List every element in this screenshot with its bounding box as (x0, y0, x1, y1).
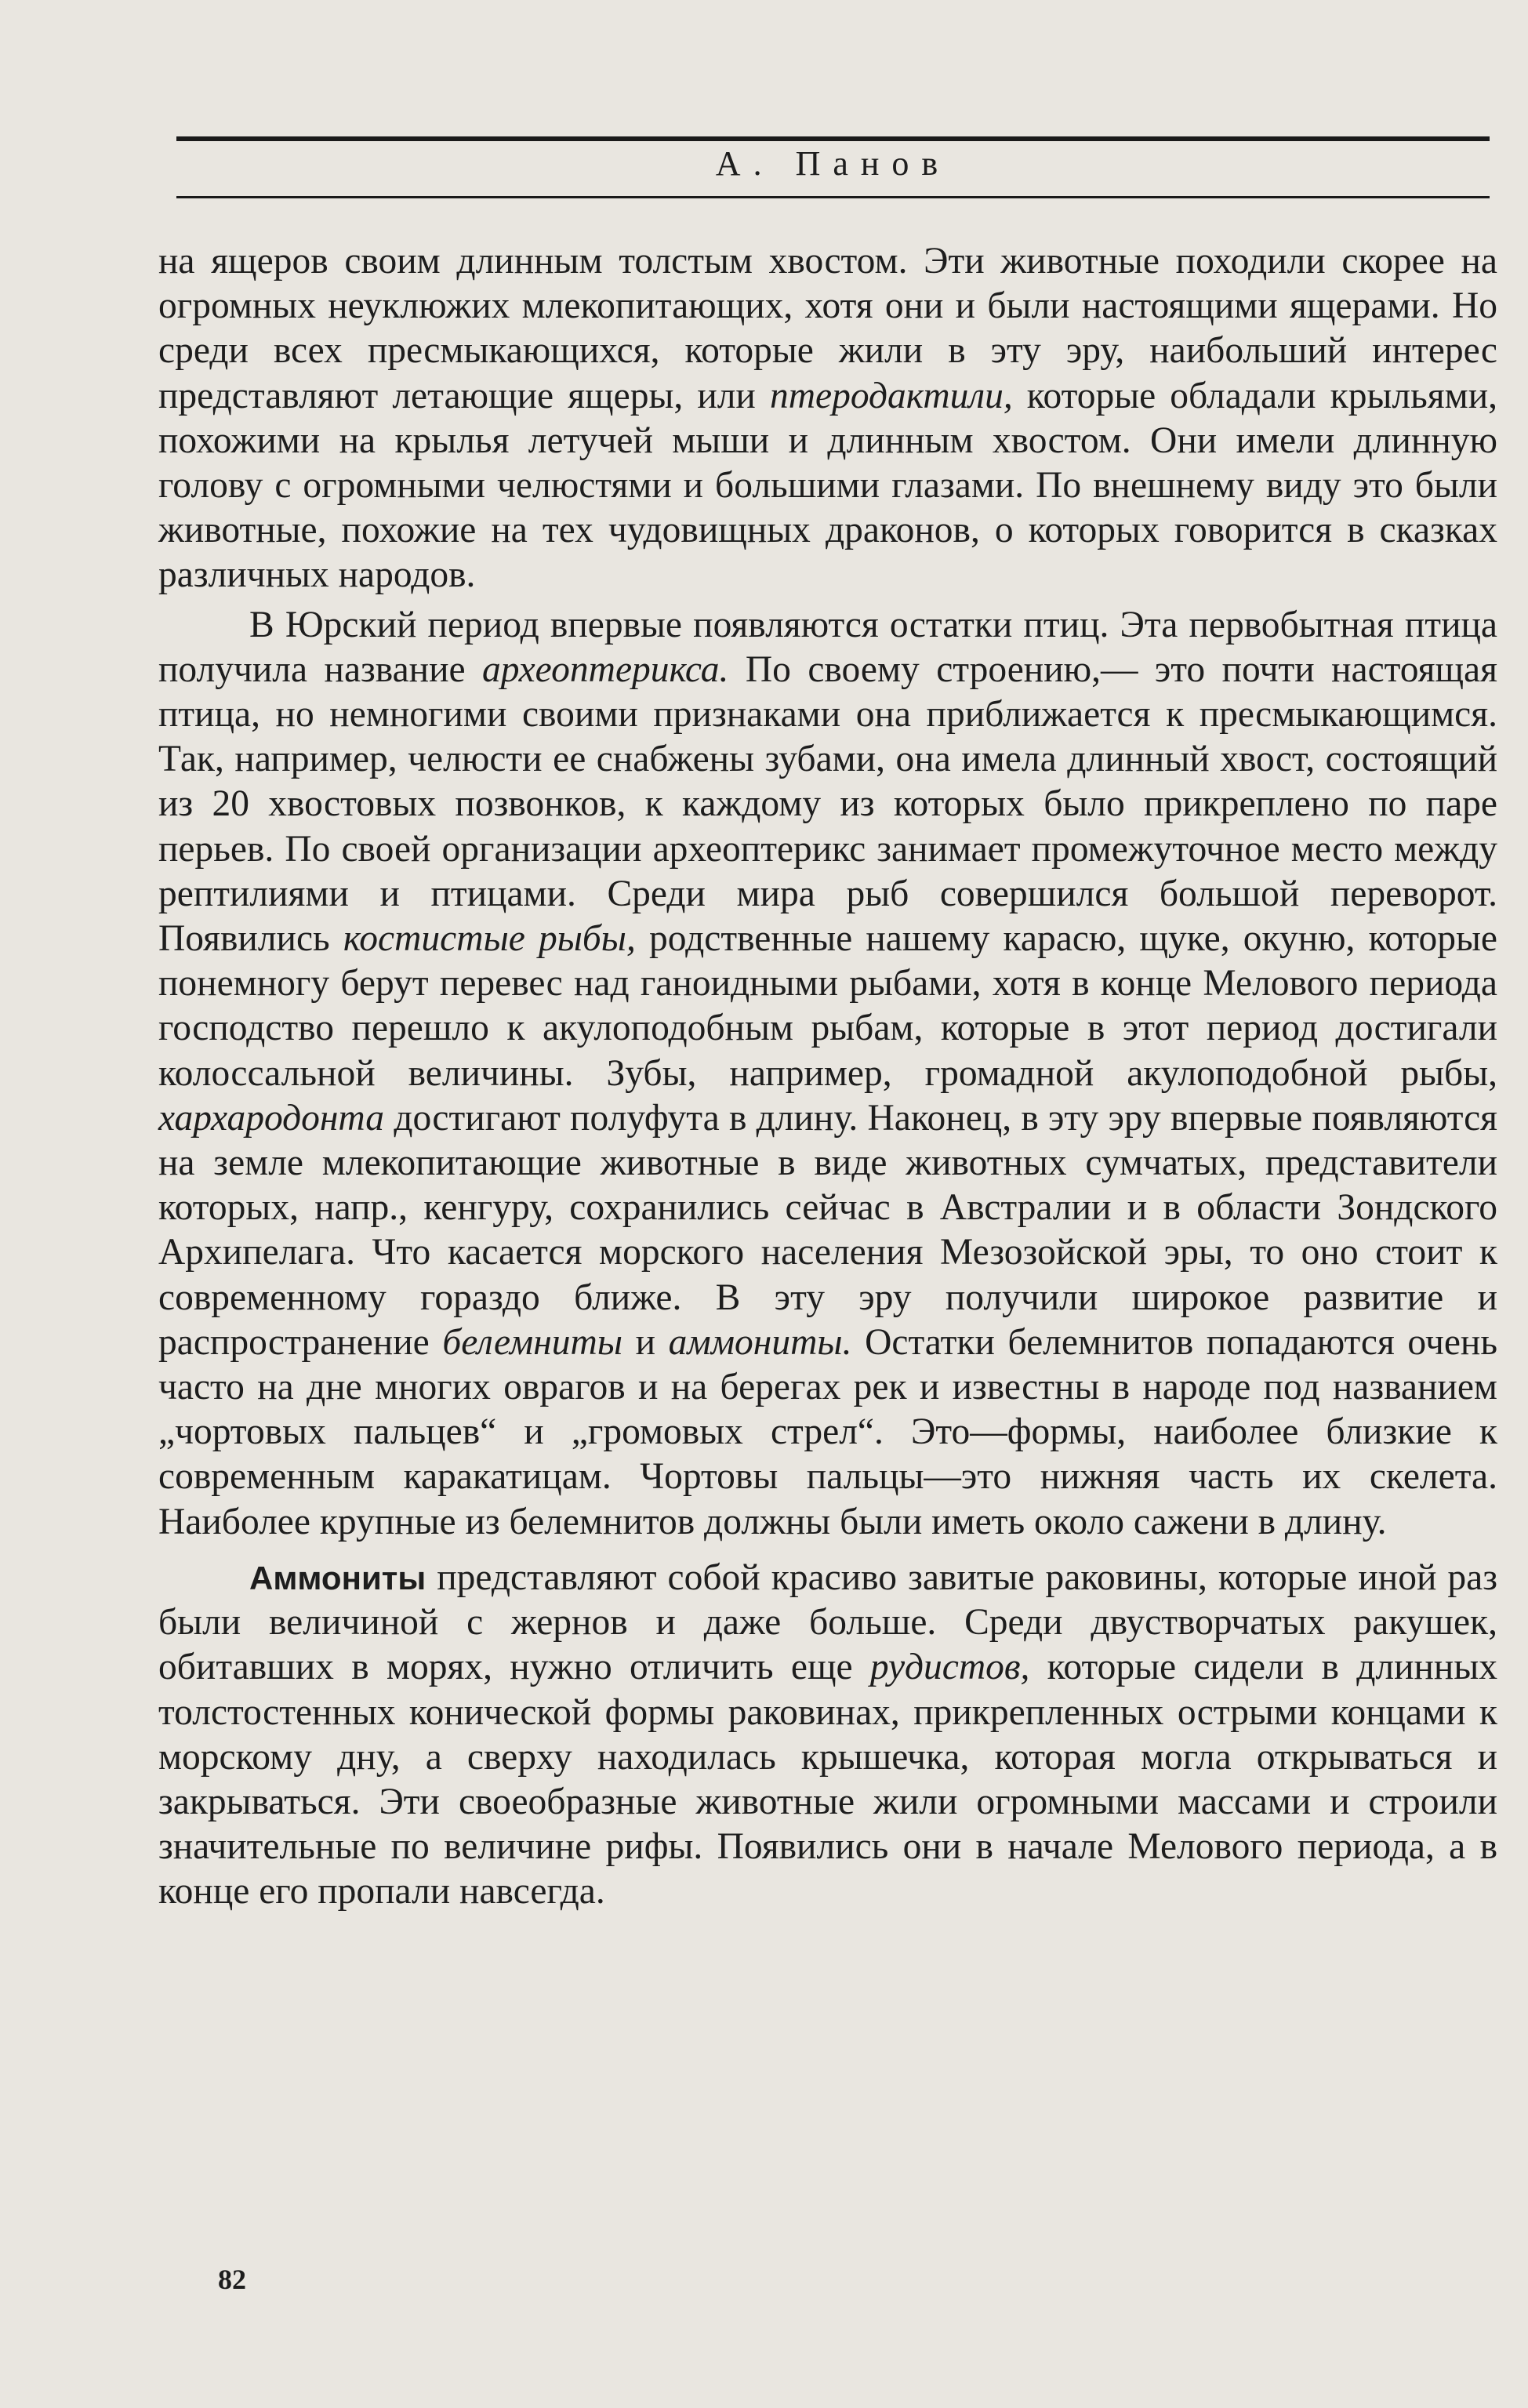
paragraph-pterodactyls (158, 239, 1497, 598)
term-carcharodon: хархародонта (158, 1097, 385, 1139)
paragraph-2-text-4: достигают полуфута в длину. Наконец, в эту эру впервые появляются на земле млекопитающие животные в виде животных сумчатых, представители которых, напр., кенгуру, сохранились сейчас в Австралии и в области Зондского Архипелага. Что касается морского населения Мезозойской эры, то оно стоит к современному гораздо ближе. В эту эру получили широкое развитие и распространение (158, 1097, 1497, 1363)
paragraph-2-text-6: Остатки белемнитов попадаются очень часто на дне многих оврагов и на берегах рек и известны в народе под названием „чортовых пальцев“ и „громовых стрел“. Это—формы, наиболее близкие к современным каракатицам. Чортовы пальцы—это нижняя часть их скелета. Наиболее крупные из белемнитов должны были иметь около сажени в длину. (158, 1321, 1498, 1542)
paragraph-archaeopteryx (158, 603, 1497, 1545)
paragraph-1-text-2: которые обладали крыльями, похожими на крылья летучей мыши и длинным хвостом. Они имели длинную голову с огромными челюстями и большими глазами. По внешнему виду это были животные, похожие на тех чудовищных драконов, о которых говорится в сказках различных народов. (158, 375, 1497, 596)
paragraph-3-text-1: представляют собой красиво завитые раковины, которые иной раз были величиной с жернов и даже больше. Среди двустворчатых ракушек, обитавших в морях, нужно отличить еще (158, 1556, 1497, 1688)
paragraph-2-text-3: родственные нашему карасю, щуке, окуню, которые понемногу берут перевес над ганоидными рыбами, хотя в конце Мелового периода господство перешло к акулоподобным рыбам, которые в этот период достигали колоссальной величины. Зубы, например, громадной акулоподобной рыбы, (158, 918, 1497, 1094)
lead-term-ammonites: Аммониты (249, 1559, 426, 1596)
term-ammonites: аммониты. (668, 1321, 852, 1363)
paragraph-2-text-5: и (622, 1321, 669, 1363)
term-archaeopteryx: археоптерикса. (482, 648, 729, 690)
body-text (158, 239, 1497, 1915)
page-number: 82 (218, 2264, 246, 2295)
paragraph-2-text-2: По своему строению,— это почти настоящая птица, но немногими своими признаками она приближается к пресмыкающимся. Так, например, челюсти ее снабжены зубами, она имела длинный хвост, состоящий из 20 хвостовых позвонков, к каждому из которых было прикреплено по паре перьев. По своей организации археоптерикс занимает промежуточное место между рептилиями и птицами. Среди мира рыб совершился большой переворот. Появились (158, 648, 1497, 960)
paragraph-2-text-1: В Юрский период впервые появляются остатки птиц. Эта первобытная птица получила название (158, 604, 1497, 690)
term-bony-fish: костистые рыбы, (343, 918, 636, 960)
running-head-author: А. Панов (715, 144, 951, 183)
paragraph-ammonites (158, 1556, 1497, 1915)
term-rudists: рудистов, (869, 1647, 1030, 1688)
paragraph-1-text-1: на ящеров своим длинным толстым хвостом. Эти животные походили скорее на огромных неуклюжих млекопитающих, хотя они и были настоящими ящерами. Но среди всех пресмыкающихся, которые жили в эту эру, наибольший интерес представляют летающие ящеры, или (158, 241, 1497, 416)
paragraph-3-text-2: которые сидели в длинных толстостенных конической формы раковинах, прикрепленных острыми концами к морскому дну, а сверху находилась крышечка, которая могла открываться и закрываться. Эти своеобразные животные жили огромными массами и строили значительные по величине рифы. Появились они в начале Мелового периода, а в конце его пропали навсегда. (158, 1647, 1497, 1912)
header-rule-bottom (176, 196, 1490, 198)
term-belemnites: белемниты (442, 1321, 623, 1363)
term-pterodactyls: птеродактили, (769, 375, 1013, 416)
